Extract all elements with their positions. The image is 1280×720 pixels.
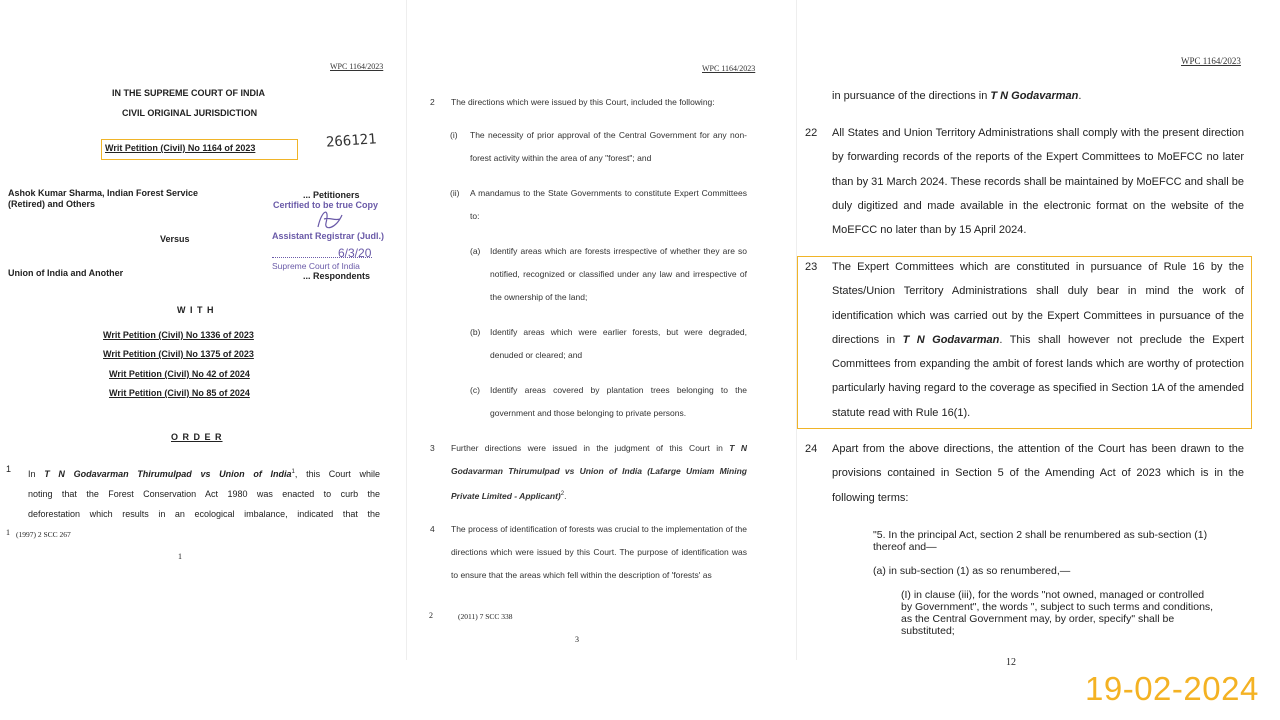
quote-line-1: "5. In the principal Act, section 2 shall be renumbered as sub-section (1) thereof and— bbox=[873, 529, 1208, 553]
page2-number: 3 bbox=[575, 635, 579, 644]
para1-pre: In bbox=[28, 469, 45, 479]
para23-post: . This shall however not preclude the Expert Committees from expanding the ambit of forest lands which are worthy of protection particularly having regard to the coverage as specified in Section 1A of the amended statute read with Rule 16(1). bbox=[832, 333, 1244, 419]
para4-text: The process of identification of forests was crucial to the implementation of the directions which were issued by this Court. The purpose of identification was to ensure that the areas which fell within the description of 'forests' as bbox=[451, 524, 747, 580]
page-gap-1 bbox=[406, 0, 407, 660]
para3-pre: Further directions were issued in the judgment of this Court in bbox=[451, 443, 730, 453]
item-i-number: (i) bbox=[450, 130, 458, 140]
diary-number: 266121 bbox=[325, 131, 378, 151]
para22-text: All States and Union Territory Administrations shall comply with the present direction by forwarding records of the reports of the Expert Committees to MoEFCC no later than by 31 March 2024. These records shall be maintained by MoEFCC and shall be duly digitized and made available in the electronic format on the website of the MoEFCC no later than by 15 April 2024. bbox=[832, 127, 1244, 237]
continued-case-name: T N Godavarman bbox=[990, 90, 1079, 102]
quote-line-3: (I) in clause (iii), for the words "not owned, managed or controlled by Government", the words ", subject to such terms and conditions, as the Central Government may, by order, specify" shall be substituted; bbox=[901, 589, 1214, 637]
page1-header-ref: WPC 1164/2023 bbox=[330, 62, 384, 71]
petitioners-label: ... Petitioners bbox=[303, 190, 360, 200]
connected-petition-4: Writ Petition (Civil) No 85 of 2024 bbox=[109, 388, 250, 398]
para23-pre: The Expert Committees which are constituted in pursuance of Rule 16 by the States/Union Territory Administrations shall duly bear in mind the work of identification which was carried out by the Expert Committees in pursuance of the directions in bbox=[832, 261, 1244, 346]
petitioner-name-line2: (Retired) and Others bbox=[8, 199, 96, 209]
para2-number: 2 bbox=[430, 97, 435, 107]
stamp-certified: Certified to be true Copy bbox=[273, 200, 379, 210]
stamp-court: Supreme Court of India bbox=[272, 261, 360, 271]
para1-number: 1 bbox=[6, 464, 12, 474]
document-page-3 bbox=[800, 0, 1270, 720]
para22-number: 22 bbox=[805, 127, 818, 139]
order-heading: O R D E R bbox=[171, 432, 223, 442]
para24-number: 24 bbox=[805, 443, 818, 455]
document-page-2 bbox=[415, 0, 795, 720]
para1-line3: deforestation which results in an ecological imbalance, indicated that the bbox=[28, 509, 380, 519]
item-a-number: (a) bbox=[470, 246, 481, 256]
footnote1-text: (1997) 2 SCC 267 bbox=[16, 530, 71, 539]
para23-case-name: T N Godavarman bbox=[902, 333, 1000, 346]
item-c-text: Identify areas covered by plantation trees belonging to the government and those belonging to private persons. bbox=[490, 385, 747, 418]
continued-pre: in pursuance of the directions in bbox=[832, 90, 991, 102]
para1-case-name: T N Godavarman Thirumulpad vs Union of India bbox=[44, 469, 292, 479]
respondents-label: ... Respondents bbox=[303, 271, 371, 281]
item-ii-number: (ii) bbox=[450, 188, 460, 198]
para3-text: Further directions were issued in the judgment of this Court in T N Godavarman Thirumulpad vs Union of India (Lafarge Umiam Mining Private Limited - Applicant)$^2$. bbox=[451, 443, 747, 501]
page2-header-ref: WPC 1164/2023 bbox=[702, 64, 756, 73]
para4-number: 4 bbox=[430, 524, 435, 534]
versus-label: Versus bbox=[160, 234, 190, 244]
connected-petition-1: Writ Petition (Civil) No 1336 of 2023 bbox=[103, 330, 254, 340]
para2-text: The directions which were issued by this Court, included the following: bbox=[451, 97, 715, 107]
connected-petition-3: Writ Petition (Civil) No 42 of 2024 bbox=[109, 369, 250, 379]
footnote-marker-1: 1 bbox=[291, 469, 295, 475]
footnote2-number: 2 bbox=[429, 611, 433, 620]
footnote-marker-2: 2 bbox=[560, 491, 565, 497]
page3-header-ref: WPC 1164/2023 bbox=[1181, 56, 1241, 66]
para1-line1-post: , this Court while bbox=[294, 469, 380, 479]
footnote1-number: 1 bbox=[6, 528, 10, 537]
respondent-name: Union of India and Another bbox=[8, 268, 124, 278]
item-a-text: Identify areas which are forests irrespective of whether they are so notified, recognized or classified under any law and irrespective of the ownership of the land; bbox=[490, 246, 747, 302]
connected-petition-2: Writ Petition (Civil) No 1375 of 2023 bbox=[103, 349, 254, 359]
para1-line2: noting that the Forest Conservation Act 1980 was enacted to curb the bbox=[28, 489, 380, 499]
date-overlay: 19-02-2024 bbox=[1085, 670, 1259, 707]
with-heading: W I T H bbox=[177, 305, 215, 315]
item-b-number: (b) bbox=[470, 327, 481, 337]
stamp-date: 6/3/20 bbox=[338, 246, 372, 260]
quote-line-2: (a) in sub-section (1) as so renumbered,— bbox=[873, 565, 1071, 577]
item-ii-text: A mandamus to the State Governments to constitute Expert Committees to: bbox=[470, 188, 747, 221]
para3-number: 3 bbox=[430, 443, 435, 453]
court-title: IN THE SUPREME COURT OF INDIA bbox=[112, 88, 266, 98]
document-page-1 bbox=[0, 0, 405, 720]
para3-case-name: T N Godavarman Thirumulpad vs Union of India (Lafarge Umiam Mining Private Limited - Applicant) bbox=[451, 443, 747, 501]
stamp-registrar: Assistant Registrar (Judl.) bbox=[272, 231, 385, 241]
page3-number: 12 bbox=[1006, 657, 1016, 668]
item-i-text: The necessity of prior approval of the Central Government for any non-forest activity within the area of any "forest"; and bbox=[470, 130, 747, 163]
petitioner-name-line1: Ashok Kumar Sharma, Indian Forest Service bbox=[8, 188, 199, 198]
item-c-number: (c) bbox=[470, 385, 480, 395]
stamp-rule-line bbox=[272, 257, 372, 258]
footnote2-text: (2011) 7 SCC 338 bbox=[458, 612, 513, 621]
item-b-text: Identify areas which were earlier forests, but were degraded, denuded or cleared; and bbox=[490, 327, 747, 360]
main-petition-number: Writ Petition (Civil) No 1164 of 2023 bbox=[105, 143, 256, 153]
continued-text bbox=[832, 84, 1081, 108]
continued-post: . bbox=[1078, 90, 1082, 102]
para24-text: Apart from the above directions, the attention of the Court has been drawn to the provisions contained in Section 5 of the Amending Act of 2023 which is in the following terms: bbox=[832, 443, 1244, 504]
para23-number: 23 bbox=[805, 261, 818, 273]
jurisdiction-title: CIVIL ORIGINAL JURISDICTION bbox=[122, 108, 258, 118]
para1-text bbox=[28, 462, 380, 524]
page1-number: 1 bbox=[178, 552, 182, 561]
para23-text bbox=[832, 255, 1244, 425]
